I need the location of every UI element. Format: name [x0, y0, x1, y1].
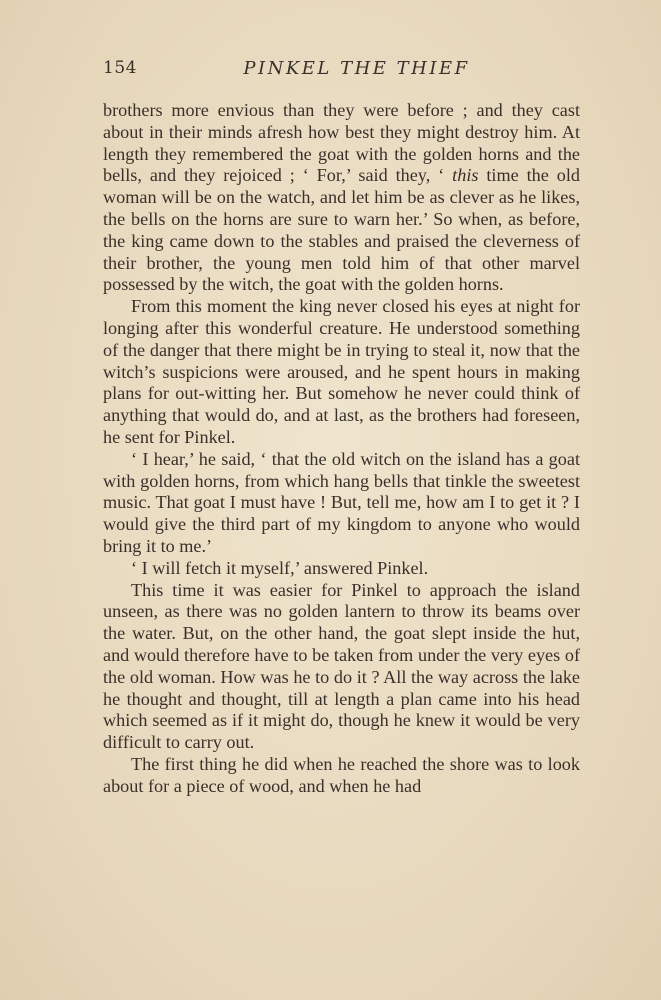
paragraph-2: From this moment the king never closed his eyes at night for longing after this wonderful creature. He understood something of the danger that there might be in trying to steal it, now that the witch’s suspicions were aroused, and he spent hours in making plans for out-witting her. But somehow he never could think of anything that would do, and at last, as the brothers had foreseen, he sent for Pinkel. [103, 296, 580, 447]
page-header [103, 58, 580, 84]
emphasis-this: this [452, 165, 479, 186]
paragraph-4: ‘ I will fetch it myself,’ answered Pinkel. [131, 557, 429, 578]
paragraph-1 [103, 100, 580, 296]
paragraph-5: This time it was easier for Pinkel to approach the island unseen, as there was no golden lantern to throw its beams over the water. But, on the other hand, the goat slept inside the hut, and would therefore have to be taken from under the very eyes of the old woman. How was he to do it ? All the way across the lake he thought and thought, till at length a plan came into his head which seemed as if it might do, though he knew it would be very difficult to carry out. [103, 579, 580, 753]
running-head: PINKEL THE THIEF [243, 58, 470, 79]
page-number: 154 [103, 58, 137, 78]
paragraph-6: The first thing he did when he reached the shore was to look about for a piece of wood, and when he had [103, 753, 580, 796]
paragraph-1-text-a: brothers more envious than they were before ; and they cast about in their minds afresh how best they might destroy him. At length they remembered the goat with the golden horns and the bells, and they rejoiced ; ‘ For,’ said they, ‘ [103, 100, 580, 186]
body-text [103, 100, 580, 798]
paragraph-1-text-b: time the old woman will be on the watch, and let him be as clever as he likes, the bells on the horns are sure to warn her.’ So when, as before, the king came down to the stables and praised the cleverness of their brother, the young men told him of that other marvel possessed by the witch, the goat with the golden horns. [103, 165, 580, 295]
paragraph-3: ‘ I hear,’ he said, ‘ that the old witch on the island has a goat with golden horns, from which hang bells that tinkle the sweetest music. That goat I must have ! But, tell me, how am I to get it ? I would give the third part of my kingdom to anyone who would bring it to me.’ [103, 448, 580, 556]
